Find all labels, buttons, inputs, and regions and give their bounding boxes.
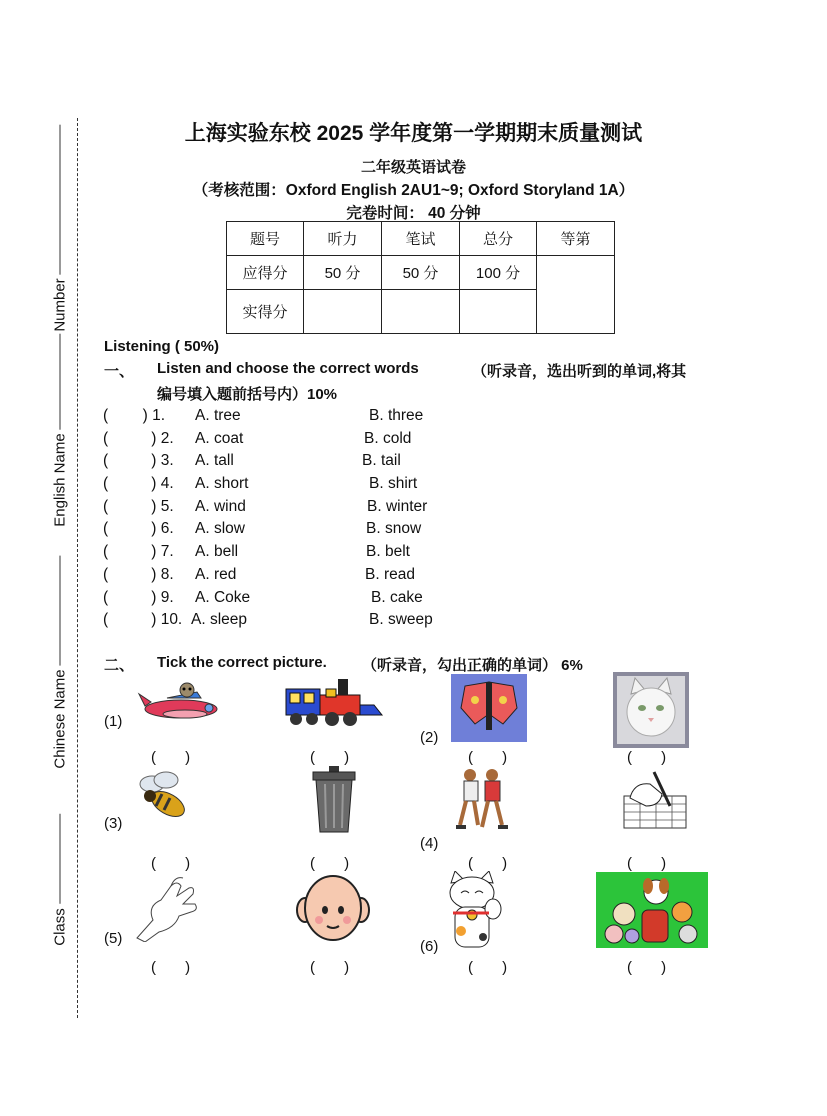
paper-subtitle: 二年级英语试卷 bbox=[360, 159, 466, 176]
option-a: A. bell bbox=[195, 543, 239, 561]
tick-paren[interactable]: ( ) bbox=[627, 855, 667, 872]
option-b: B. cold bbox=[364, 429, 412, 447]
option-b: B. sweep bbox=[369, 611, 433, 629]
part1-title: Listen and choose the correct words bbox=[157, 360, 419, 377]
score-cell: 100 分 bbox=[460, 256, 537, 290]
class-field bbox=[52, 814, 69, 946]
tick-paren[interactable]: ( ) bbox=[468, 749, 508, 766]
tick-paren[interactable]: ( ) bbox=[151, 959, 191, 976]
question-row bbox=[103, 496, 523, 519]
option-b: B. cake bbox=[371, 588, 423, 606]
tick-paren[interactable]: ( ) bbox=[310, 749, 350, 766]
question-row bbox=[103, 518, 523, 541]
option-a: A. wind bbox=[195, 497, 246, 515]
question-row bbox=[103, 405, 523, 428]
face-picture[interactable] bbox=[295, 874, 371, 942]
answer-paren[interactable]: ( ) 1. bbox=[103, 407, 166, 424]
option-b: B. read bbox=[365, 565, 415, 583]
score-header-cell: 等第 bbox=[537, 222, 615, 256]
listening-heading: Listening ( 50%) bbox=[104, 338, 220, 355]
train-picture[interactable] bbox=[282, 675, 386, 729]
answer-paren[interactable]: ( ) 4. bbox=[103, 475, 174, 493]
actual-score-cell[interactable] bbox=[460, 290, 537, 334]
chinese-name-field bbox=[52, 555, 69, 768]
lucky-cat-picture[interactable] bbox=[443, 871, 505, 953]
score-row-label: 实得分 bbox=[227, 290, 304, 334]
chinese-name-blank-line bbox=[60, 555, 61, 665]
question-row bbox=[103, 587, 523, 610]
answer-paren[interactable]: ( ) 10. bbox=[103, 611, 183, 629]
hand-picture[interactable] bbox=[131, 872, 207, 942]
tick-paren[interactable]: ( ) bbox=[627, 749, 667, 766]
option-a: A. Coke bbox=[195, 588, 251, 606]
option-b: B. tail bbox=[362, 452, 401, 470]
tick-paren[interactable]: ( ) bbox=[151, 749, 191, 766]
part1-instruction: （听录音，选出听到的单词,将其 bbox=[472, 363, 687, 380]
runners-picture[interactable] bbox=[452, 767, 510, 849]
actual-score-cell[interactable] bbox=[382, 290, 460, 334]
option-a: A. short bbox=[195, 475, 249, 493]
picture-group-number: (6) bbox=[420, 938, 439, 955]
class-blank-line bbox=[60, 814, 61, 904]
option-a: A. red bbox=[195, 565, 237, 583]
part2-title: Tick the correct picture. bbox=[157, 654, 327, 671]
binding-dashed-line bbox=[77, 118, 78, 1018]
score-table bbox=[226, 221, 615, 334]
option-b: B. snow bbox=[366, 520, 422, 538]
score-row-label: 应得分 bbox=[227, 256, 304, 290]
grade-cell[interactable] bbox=[537, 256, 615, 334]
question-list bbox=[103, 405, 523, 632]
page-title: 上海实验东校 2025 学年度第一学期期末质量测试 bbox=[184, 122, 643, 145]
plane-picture[interactable] bbox=[137, 676, 223, 726]
question-row bbox=[103, 541, 523, 564]
picture-group-number: (5) bbox=[104, 930, 123, 947]
question-row bbox=[103, 473, 523, 496]
bee-picture[interactable] bbox=[134, 770, 196, 828]
writing-picture[interactable] bbox=[620, 766, 690, 832]
answer-paren[interactable]: ( ) 9. bbox=[103, 588, 174, 606]
question-row bbox=[103, 428, 523, 451]
answer-paren[interactable]: ( ) 3. bbox=[103, 452, 174, 470]
tick-paren[interactable]: ( ) bbox=[468, 855, 508, 872]
answer-paren[interactable]: ( ) 2. bbox=[103, 429, 174, 447]
question-row bbox=[103, 609, 523, 632]
option-a: A. tall bbox=[195, 452, 234, 470]
picture-group-number: (1) bbox=[104, 713, 123, 730]
chinese-name-label: Chinese Name bbox=[51, 669, 69, 769]
picture-group-number: (4) bbox=[420, 835, 439, 852]
answer-paren[interactable]: ( ) 6. bbox=[103, 520, 174, 538]
english-name-field bbox=[52, 333, 69, 526]
cat-picture[interactable] bbox=[613, 672, 689, 748]
tick-paren[interactable]: ( ) bbox=[310, 855, 350, 872]
score-cell: 50 分 bbox=[382, 256, 460, 290]
part2-instruction: （听录音，勾出正确的单词） 6% bbox=[362, 657, 583, 674]
part1-instruction-line2: 编号填入题前括号内）10% bbox=[157, 386, 338, 403]
animals-picture[interactable] bbox=[596, 872, 708, 948]
tick-paren[interactable]: ( ) bbox=[310, 959, 350, 976]
score-header-cell: 笔试 bbox=[382, 222, 460, 256]
option-a: A. sleep bbox=[191, 611, 248, 629]
tick-paren[interactable]: ( ) bbox=[468, 959, 508, 976]
picture-group-number: (3) bbox=[104, 815, 123, 832]
english-name-blank-line bbox=[60, 333, 61, 429]
score-header-cell: 题号 bbox=[227, 222, 304, 256]
option-b: B. three bbox=[369, 407, 424, 424]
part1-number: 一、 bbox=[104, 363, 135, 380]
score-header-cell: 听力 bbox=[304, 222, 382, 256]
bin-picture[interactable] bbox=[311, 766, 357, 834]
option-a: A. tree bbox=[195, 407, 241, 424]
kite-picture[interactable] bbox=[451, 674, 527, 742]
score-header-cell: 总分 bbox=[460, 222, 537, 256]
question-row bbox=[103, 450, 523, 473]
answer-paren[interactable]: ( ) 5. bbox=[103, 497, 174, 515]
option-b: B. belt bbox=[366, 543, 410, 561]
question-row bbox=[103, 564, 523, 587]
number-label: Number bbox=[51, 278, 69, 332]
exam-time: 完卷时间： 40 分钟 bbox=[346, 205, 481, 222]
option-a: A. slow bbox=[195, 520, 245, 538]
option-b: B. winter bbox=[367, 497, 428, 515]
tick-paren[interactable]: ( ) bbox=[151, 855, 191, 872]
answer-paren[interactable]: ( ) 8. bbox=[103, 565, 174, 583]
part2-number: 二、 bbox=[104, 657, 135, 674]
score-cell: 50 分 bbox=[304, 256, 382, 290]
english-name-label: English Name bbox=[51, 433, 69, 527]
class-label: Class bbox=[51, 908, 69, 946]
option-b: B. shirt bbox=[369, 475, 418, 493]
answer-paren[interactable]: ( ) 7. bbox=[103, 543, 174, 561]
exam-scope: （考核范围：Oxford English 2AU1~9; Oxford Storyland 1A） bbox=[192, 182, 635, 199]
tick-paren[interactable]: ( ) bbox=[627, 959, 667, 976]
picture-group-number: (2) bbox=[420, 729, 439, 746]
option-a: A. coat bbox=[195, 429, 244, 447]
actual-score-cell[interactable] bbox=[304, 290, 382, 334]
